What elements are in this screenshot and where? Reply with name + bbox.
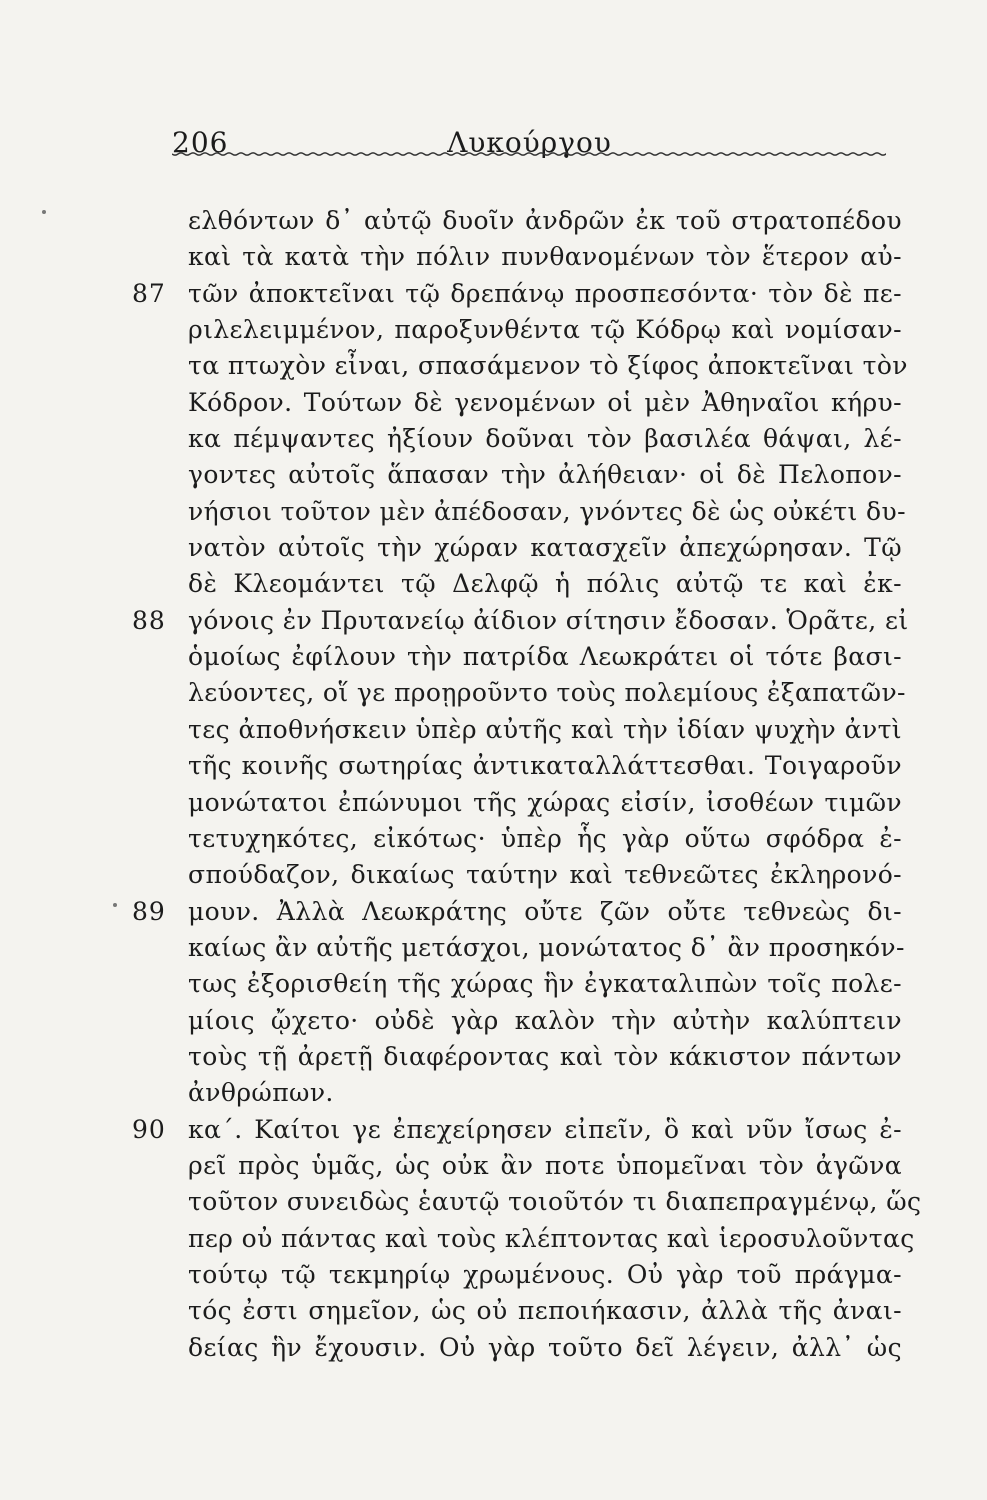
text-line	[188, 785, 902, 821]
text-line	[188, 1184, 922, 1220]
margin-section-number: 90	[132, 1114, 166, 1144]
line-text: περ οὐ πάντας καὶ τοὺς κλέπτοντας καὶ ἱεροσυλοῦντας	[188, 1223, 915, 1253]
text-line	[188, 1330, 902, 1366]
text-line	[188, 857, 902, 893]
line-text: ἀνθρώπων.	[188, 1078, 334, 1108]
header-wavy-rule	[172, 151, 886, 157]
line-text: λεύοντες, οἵ γε προῃροῦντο τοὺς πολεμίους ἐξαπατῶν-	[188, 678, 906, 708]
line-text: νήσιοι τοῦτον μὲν ἀπέδοσαν, γνόντες δὲ ὡς οὐκέτι δυ-	[188, 496, 906, 526]
text-line	[188, 530, 902, 566]
line-text: τως ἐξορισθείη τῆς χώρας ἣν ἐγκαταλιπὼν τοῖς πολε-	[188, 969, 902, 999]
paper-speck	[113, 903, 117, 907]
text-line	[188, 1221, 915, 1257]
line-text: ὁμοίως ἐφίλουν τὴν πατρίδα Λεωκράτει οἱ τότε βασι-	[188, 642, 902, 672]
line-text: τετυχηκότες, εἰκότως· ὑπὲρ ἧς γὰρ οὕτω σφόδρα ἐ-	[188, 823, 902, 853]
line-text: γοντες αὐτοῖς ἅπασαν τὴν ἀλήθειαν· οἱ δὲ Πελοπον-	[188, 460, 902, 490]
line-text: δὲ Κλεομάντει τῷ Δελφῷ ἡ πόλις αὐτῷ τε καὶ ἐκ-	[188, 569, 902, 599]
line-text: σπούδαζον, δικαίως ταύτην καὶ τεθνεῶτες ἐκληρονό-	[188, 860, 902, 890]
text-line	[188, 1293, 902, 1329]
line-text: τες ἀποθνήσκειν ὑπὲρ αὐτῆς καὶ τὴν ἰδίαν ψυχὴν ἀντὶ	[188, 714, 902, 744]
line-text: ρεῖ πρὸς ὑμᾶς, ὡς οὐκ ἂν ποτε ὑπομεῖναι τὸν ἀγῶνα	[188, 1150, 902, 1180]
body-text	[132, 203, 922, 1366]
text-line	[188, 457, 902, 493]
text-line	[188, 385, 902, 421]
text-line	[188, 348, 908, 384]
line-text: τοὺς τῇ ἀρετῇ διαφέροντας καὶ τὸν κάκιστον πάντων	[188, 1041, 902, 1071]
line-text: μουν. Ἀλλὰ Λεωκράτης οὔτε ζῶν οὔτε τεθνεὼς δι-	[188, 896, 902, 926]
text-line	[188, 203, 902, 239]
line-text: τῶν ἀποκτεῖναι τῷ δρεπάνῳ προσπεσόντα· τὸν δὲ πε-	[188, 278, 902, 308]
line-text: γόνοις ἐν Πρυτανείῳ ἀίδιον σίτησιν ἔδοσαν. Ὁρᾶτε, εἰ	[188, 605, 909, 635]
line-text: τα πτωχὸν εἶναι, σπασάμενον τὸ ξίφος ἀποκτεῖναι τὸν	[188, 351, 908, 381]
margin-section-number: 88	[132, 605, 166, 635]
margin-section-number: 89	[132, 896, 166, 926]
text-line	[188, 639, 902, 675]
line-text: μονώτατοι ἐπώνυμοι τῆς χώρας εἰσίν, ἰσοθέων τιμῶν	[188, 787, 902, 817]
line-text: Κόδρον. Τούτων δὲ γενομένων οἱ μὲν Ἀθηναῖοι κήρυ-	[188, 387, 902, 417]
line-text: τῆς κοινῆς σωτηρίας ἀντικαταλλάττεσθαι. Τοιγαροῦν	[188, 751, 902, 781]
line-text: δείας ἣν ἔχουσιν. Οὐ γὰρ τοῦτο δεῖ λέγειν, ἀλλ᾽ ὡς	[188, 1332, 902, 1362]
line-text: κα´. Καίτοι γε ἐπεχείρησεν εἰπεῖν, ὃ καὶ νῦν ἴσως ἐ-	[188, 1114, 902, 1144]
text-line	[132, 1112, 902, 1148]
line-text: μίοις ᾤχετο· οὐδὲ γὰρ καλὸν τὴν αὐτὴν καλύπτειν	[188, 1005, 902, 1035]
text-line	[188, 566, 902, 602]
paper-speck	[42, 210, 46, 214]
text-line	[188, 1003, 902, 1039]
line-text: νατὸν αὐτοῖς τὴν χώραν κατασχεῖν ἀπεχώρησαν. Τῷ	[188, 533, 902, 563]
text-line	[188, 966, 902, 1002]
line-text: καίως ἂν αὐτῆς μετάσχοι, μονώτατος δ᾽ ἂν προσηκόν-	[188, 932, 905, 962]
text-line	[188, 821, 902, 857]
line-text: κα πέμψαντες ἠξίουν δοῦναι τὸν βασιλέα θάψαι, λέ-	[188, 424, 902, 454]
margin-section-number: 87	[132, 278, 166, 308]
text-line	[188, 494, 906, 530]
line-text: ελθόντων δ᾽ αὐτῷ δυοῖν ἀνδρῶν ἐκ τοῦ στρατοπέδου	[188, 206, 902, 235]
text-line	[188, 712, 902, 748]
text-line	[188, 675, 906, 711]
text-line	[132, 894, 902, 930]
text-line	[132, 603, 909, 639]
text-line	[188, 421, 902, 457]
line-text: τοῦτον συνειδὼς ἑαυτῷ τοιοῦτόν τι διαπεπραγμένῳ, ὥς	[188, 1187, 922, 1217]
running-title: Λυκούργου	[447, 126, 612, 159]
line-text: τούτῳ τῷ τεκμηρίῳ χρωμένους. Οὐ γὰρ τοῦ πράγμα-	[188, 1259, 902, 1289]
text-line	[188, 1039, 902, 1075]
text-line	[188, 239, 902, 275]
text-line	[132, 276, 902, 312]
line-text: τός ἐστι σημεῖον, ὡς οὐ πεποιήκασιν, ἀλλὰ τῆς ἀναι-	[188, 1296, 902, 1326]
text-line	[188, 1148, 902, 1184]
text-line	[188, 1257, 902, 1293]
text-line	[188, 1075, 902, 1111]
text-line	[188, 748, 902, 784]
line-text: ριλελειμμένον, παροξυνθέντα τῷ Κόδρῳ καὶ νομίσαν-	[188, 315, 902, 345]
text-line	[188, 312, 902, 348]
line-text: καὶ τὰ κατὰ τὴν πόλιν πυνθανομένων τὸν ἕτερον αὐ-	[188, 242, 902, 272]
text-line	[188, 930, 905, 966]
page-number: 206	[172, 126, 229, 159]
